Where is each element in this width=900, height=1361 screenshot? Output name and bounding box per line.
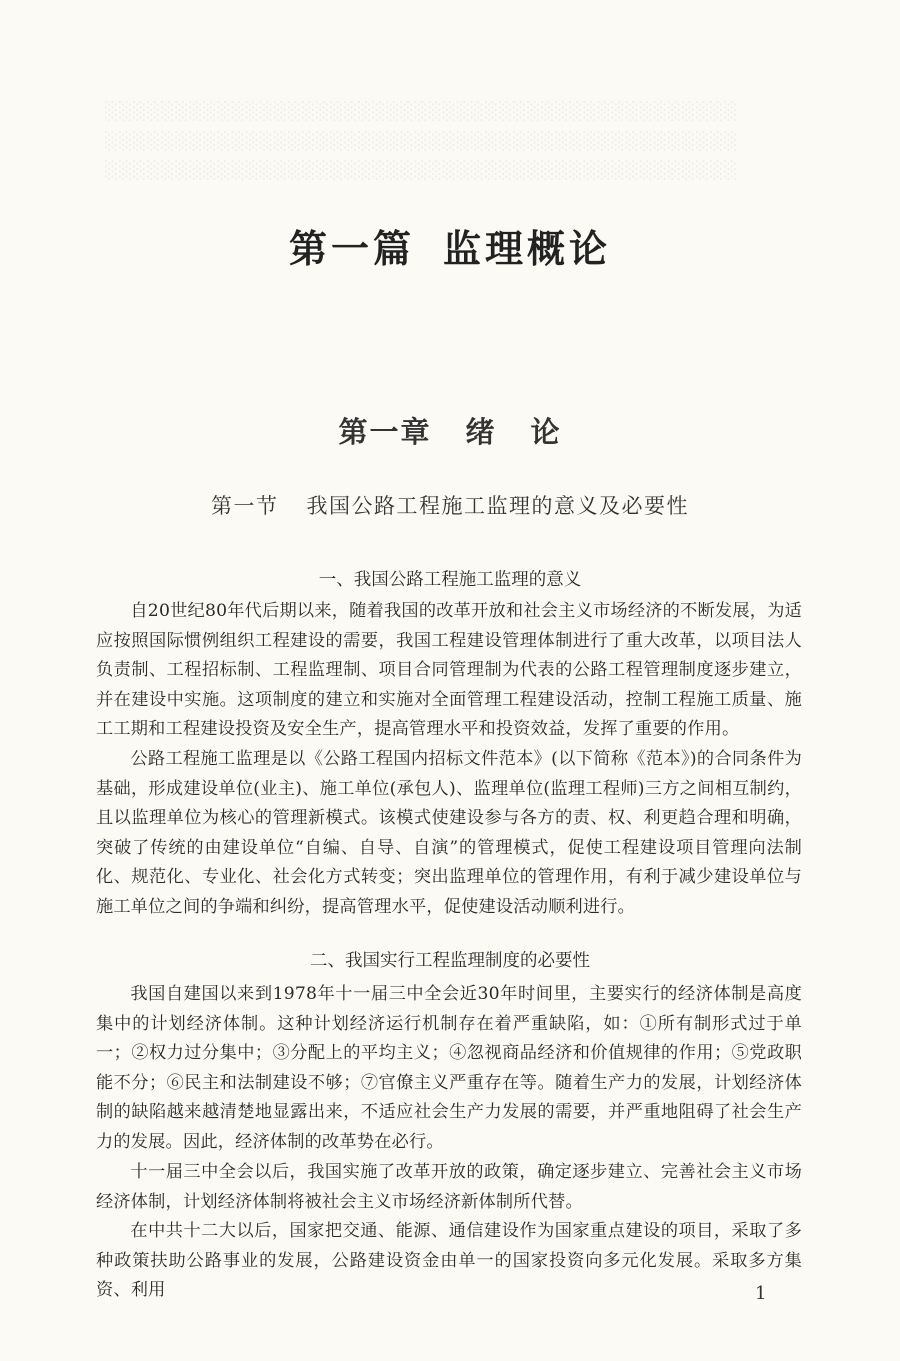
part-number: 第一篇 [288,227,415,271]
chapter-name-part-2: 论 [530,415,562,449]
section-name: 我国公路工程施工监理的意义及必要性 [306,494,689,518]
chapter-number: 第一章 [338,415,432,449]
show-through-text: ░░░░░░░░░░░░░░░░░░░░░░░░░░░░░░░░░░░░░░░░░░░░░ ░░░░░░░░░░░░░░░░░░░░░░░░░░░░░░░░░░░░░░░░░░░░░ ░░░░░░░░░░░░░░░░░░░░░░░░░░░░░░░░░░░░░░░░░░░░░ [105,102,739,181]
chapter-name-part-1: 绪 [465,415,497,449]
paragraph-1-2: 公路工程施工监理是以《公路工程国内招标文件范本》(以下简称《范本》)的合同条件为基础，形成建设单位(业主)、施工单位(承包人)、监理单位(监理工程师)三方之间相互制约，且以监理单位为核心的管理新模式。该模式使建设参与各方的责、权、利更趋合理和明确，突破了传统的由建设单位“自编、自导、自演”的管理模式，促使工程建设项目管理向法制化、规范化、专业化、社会化方式转变；突出监理单位的管理作用，有利于减少建设单位与施工单位之间的争端和纠纷，提高管理水平，促使建设活动顺利进行。 [96,749,802,917]
section-number: 第一节 [211,494,279,518]
paragraph-2-2: 十一届三中全会以后，我国实施了改革开放的政策，确定逐步建立、完善社会主义市场经济体制，计划经济体制将被社会主义市场经济新体制所代替。 [96,1162,802,1212]
subsection-heading-2: 二、我国实行工程监理制度的必要性 [310,951,590,971]
part-name: 监理概论 [443,227,612,271]
section-title [0,490,900,520]
page-number: 1 [755,1283,767,1304]
paragraph-2-3: 在中共十二大以后，国家把交通、能源、通信建设作为国家重点建设的项目，采取了多种政策扶助公路事业的发展，公路建设资金由单一的国家投资向多元化发展。采取多方集资、利用 [96,1221,802,1301]
part-title [0,218,900,273]
paragraph-2-1: 我国自建国以来到1978年十一届三中全会近30年时间里，主要实行的经济体制是高度集中的计划经济体制。这种计划经济运行机制存在着严重缺陷，如：①所有制形式过于单一；②权力过分集中；③分配上的平均主义；④忽视商品经济和价值规律的作用；⑤党政职能不分；⑥民主和法制建设不够；⑦官僚主义严重存在等。随着生产力的发展，计划经济体制的缺陷越来越清楚地显露出来，不适应社会生产力发展的需要，并严重地阻碍了社会生产力的发展。因此，经济体制的改革势在必行。 [96,984,802,1152]
subsection-heading-1: 一、我国公路工程施工监理的意义 [318,570,582,590]
chapter-title [0,410,900,451]
paragraph-1-1: 自20世纪80年代后期以来，随着我国的改革开放和社会主义市场经济的不断发展，为适应按照国际惯例组织工程建设的需要，我国工程建设管理体制进行了重大改革，以项目法人负责制、工程招标制、工程监理制、项目合同管理制为代表的公路工程管理制度逐步建立，并在建设中实施。这项制度的建立和实施对全面管理工程建设活动，控制工程施工质量、施工工期和工程建设投资及安全生产，提高管理水平和投资效益，发挥了重要的作用。 [96,601,802,740]
